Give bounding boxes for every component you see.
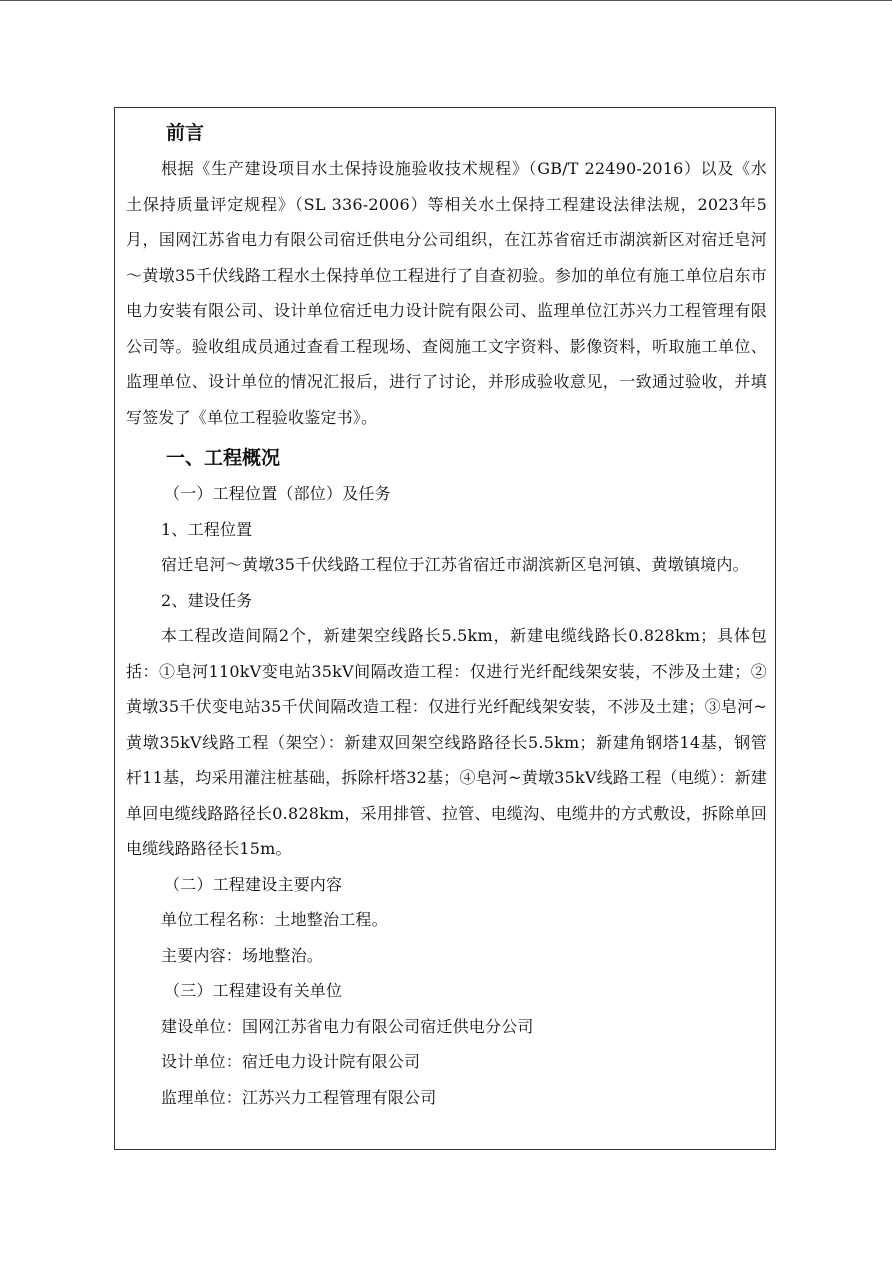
- subsection-title-main-content: （二）工程建设主要内容: [164, 874, 343, 894]
- builder-unit: 建设单位：国网江苏省电力有限公司宿迁供电分公司: [161, 1016, 534, 1036]
- unit-project-name: 单位工程名称：土地整治工程。: [161, 910, 388, 929]
- subsection-title-location-task: （一）工程位置（部位）及任务: [164, 484, 391, 503]
- document-frame: [114, 107, 776, 1150]
- item-title-location: 1、工程位置: [161, 519, 253, 539]
- main-content: 主要内容：场地整治。: [161, 945, 324, 965]
- designer-unit: 设计单位：宿迁电力设计院有限公司: [161, 1052, 421, 1071]
- preface-title: 前言: [166, 122, 205, 144]
- preface-body: 根据《生产建设项目水土保持设施验收技术规程》（GB/T 22490-2016）以及《水土保持质量评定规程》（SL 336-2006）等相关水土保持工程建设法律法规，2023年5月，国网江苏省电力有限公司宿迁供电分公司组织，在江苏省宿迁市湖滨新区对宿迁皂河～黄墩35千伏线路工程水土保持单位工程进行了自查初验。参加的单位有施工单位启东市电力安装有限公司、设计单位宿迁电力设计院有限公司、监理单位江苏兴力工程管理有限公司等。验收组成员通过查看工程现场、查阅施工文字资料、影像资料，听取施工单位、监理单位、设计单位的情况汇报后，进行了讨论，并形成验收意见，一致通过验收，并填写签发了《单位工程验收鉴定书》。: [126, 159, 767, 427]
- item-body-construction-task: 本工程改造间隔2个，新建架空线路长5.5km，新建电缆线路长0.828km；具体包括：①皂河110kV变电站35kV间隔改造工程：仅进行光纤配线架安装，不涉及土建；②黄墩35千伏变电站35千伏间隔改造工程：仅进行光纤配线架安装，不涉及土建；③皂河~黄墩35kV线路工程（架空）：新建双回架空线路路径长5.5km；新建角钢塔14基，钢管杆11基，均采用灌注桩基础，拆除杆塔32基；④皂河~黄墩35kV线路工程（电缆）：新建单回电缆线路路径长0.828km，采用排管、拉管、电缆沟、电缆井的方式敷设，拆除单回电缆线路路径长15m。: [126, 626, 767, 858]
- page-top-rule: [0, 0, 892, 1]
- section-title-overview: 一、工程概况: [166, 447, 281, 469]
- subsection-title-related-units: （三）工程建设有关单位: [164, 981, 343, 1000]
- item-title-construction-task: 2、建设任务: [161, 590, 253, 610]
- item-body-location: 宿迁皂河～黄墩35千伏线路工程位于江苏省宿迁市湖滨新区皂河镇、黄墩镇境内。: [161, 555, 749, 574]
- supervisor-unit: 监理单位：江苏兴力工程管理有限公司: [161, 1087, 437, 1107]
